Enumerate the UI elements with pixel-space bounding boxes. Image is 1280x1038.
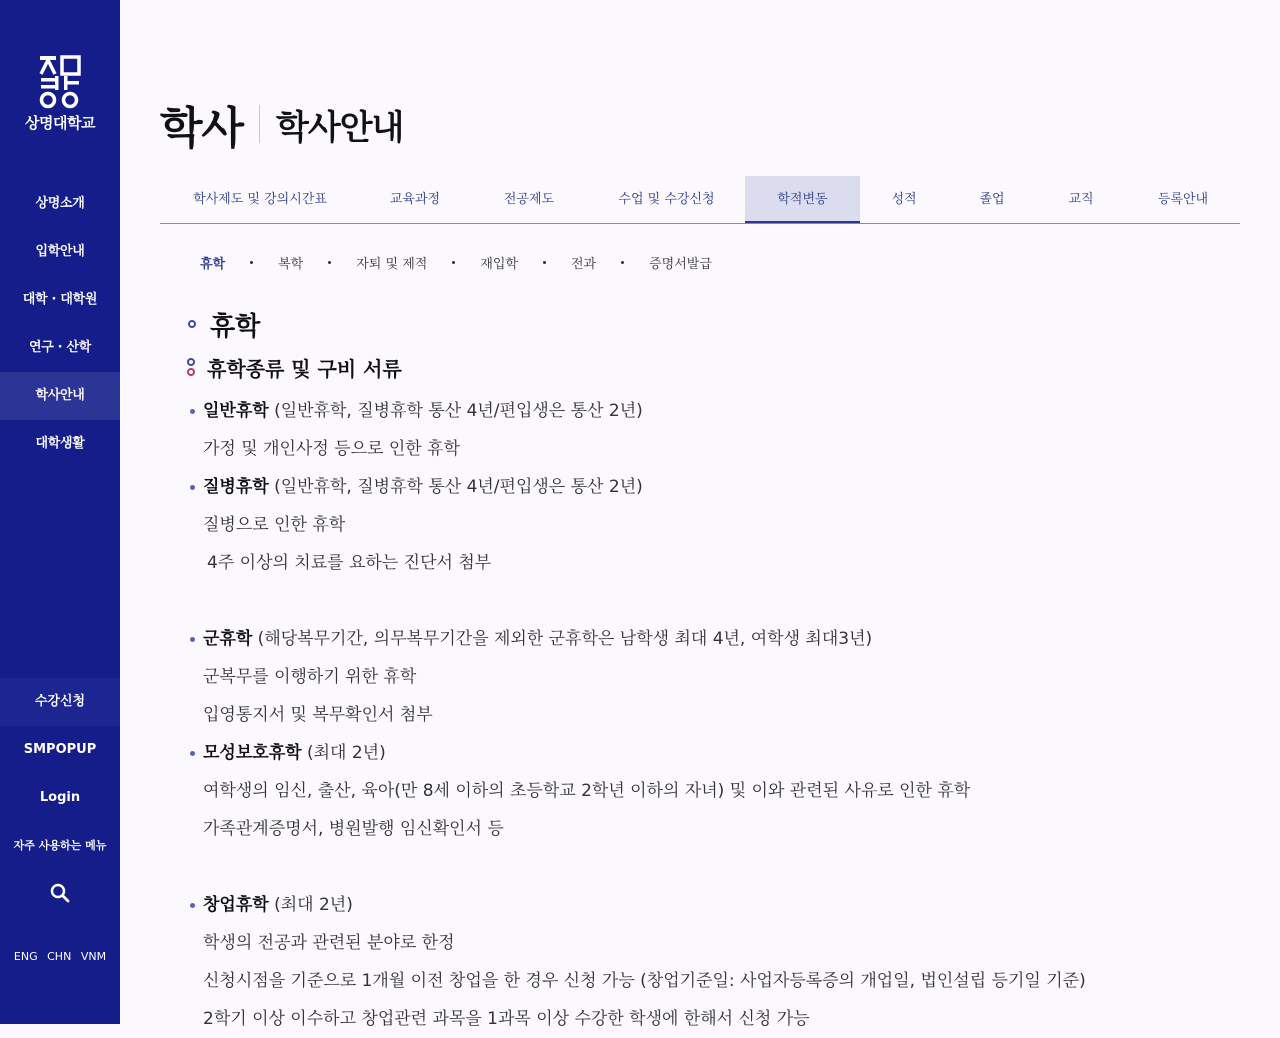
item-detail: 신청시점을 기준으로 1개월 이전 창업을 한 경우 신청 가능 (창업기준일: 사업자등록증의 개업일, 법인설립 등기일 기준) bbox=[203, 971, 1086, 991]
item-detail: 2학기 이상 이수하고 창업관련 과목을 1과목 이상 수강한 학생에 한해서 신청 가능 bbox=[203, 1009, 810, 1029]
item-name: 모성보호휴학 bbox=[203, 743, 302, 763]
tab-teaching[interactable]: 교직 bbox=[1068, 192, 1094, 207]
course-registration-link[interactable]: 수강신청 bbox=[0, 678, 120, 726]
list-item bbox=[186, 620, 1226, 658]
item-name: 창업휴학 bbox=[203, 895, 269, 915]
main-nav bbox=[0, 180, 120, 468]
subtab-leave[interactable]: 휴학 bbox=[200, 257, 226, 272]
subsection-title: 휴학종류 및 구비 서류 bbox=[207, 356, 402, 381]
separator-dot bbox=[621, 261, 624, 264]
page-title: 학사 bbox=[160, 103, 244, 154]
double-ring-bullet-icon bbox=[187, 357, 195, 377]
item-note: (최대 2년) bbox=[268, 895, 353, 915]
subsection-heading bbox=[186, 346, 1226, 388]
item-detail: 군복무를 이행하기 위한 휴학 bbox=[203, 667, 417, 687]
tab-major-system[interactable]: 전공제도 bbox=[503, 192, 555, 207]
article bbox=[186, 302, 1226, 1038]
nav-item-admission[interactable]: 입학안내 bbox=[35, 244, 85, 259]
page-heading bbox=[160, 92, 403, 156]
page-subtitle: 학사안내 bbox=[276, 107, 404, 148]
tab-curriculum[interactable]: 교육과정 bbox=[389, 192, 441, 207]
separator-dot bbox=[543, 261, 546, 264]
item-detail: 질병으로 인한 휴학 bbox=[203, 515, 346, 535]
title-divider bbox=[259, 105, 260, 143]
item-detail: 4주 이상의 치료를 요하는 진단서 첨부 bbox=[207, 553, 492, 573]
lang-vnm[interactable]: VNM bbox=[80, 950, 107, 963]
item-name: 질병휴학 bbox=[203, 477, 269, 497]
frequent-menu-link[interactable]: 자주 사용하는 메뉴 bbox=[13, 839, 107, 852]
subtab-readmission[interactable]: 재입학 bbox=[480, 257, 518, 272]
list-item bbox=[186, 886, 1226, 924]
nav-item-colleges[interactable]: 대학 · 대학원 bbox=[22, 292, 98, 307]
separator-dot bbox=[328, 261, 331, 264]
item-note: (일반휴학, 질병휴학 통산 4년/편입생은 통산 2년) bbox=[268, 401, 643, 421]
tab-registration[interactable]: 등록안내 bbox=[1157, 192, 1209, 207]
separator-dot bbox=[250, 261, 253, 264]
nav-item-about[interactable]: 상명소개 bbox=[35, 196, 85, 211]
tab-graduation[interactable]: 졸업 bbox=[979, 192, 1005, 207]
list-item bbox=[186, 734, 1226, 772]
item-detail: 가족관계증명서, 병원발행 임신확인서 등 bbox=[203, 819, 504, 839]
sub-tabs bbox=[200, 253, 712, 272]
tab-classes[interactable]: 수업 및 수강신청 bbox=[618, 192, 715, 207]
tab-status-change[interactable]: 학적변동 bbox=[745, 176, 860, 223]
item-note: (최대 2년) bbox=[301, 743, 386, 763]
login-link[interactable]: Login bbox=[39, 790, 81, 805]
nav-item-academics[interactable]: 학사안내 bbox=[0, 372, 120, 420]
item-note: (해당복무기간, 의무복무기간을 제외한 군휴학은 남학생 최대 4년, 여학생 최대3년) bbox=[252, 629, 873, 649]
item-detail: 입영통지서 및 복무확인서 첨부 bbox=[203, 705, 433, 725]
logo-text: 상명대학교 bbox=[25, 114, 95, 132]
item-detail: 가정 및 개인사정 등으로 인한 휴학 bbox=[203, 439, 460, 459]
subtab-certificates[interactable]: 증명서발급 bbox=[649, 257, 712, 272]
item-name: 군휴학 bbox=[203, 629, 253, 649]
smpopup-link[interactable]: SMPOPUP bbox=[23, 742, 97, 757]
separator-dot bbox=[452, 261, 455, 264]
search-icon[interactable] bbox=[49, 882, 71, 904]
list-item bbox=[186, 392, 1226, 430]
lang-chn[interactable]: CHN bbox=[47, 950, 72, 963]
university-logo[interactable] bbox=[0, 54, 120, 133]
item-detail: 여학생의 임신, 출산, 육아(만 8세 이하의 초등학교 2학년 이하의 자녀) 및 이와 관련된 사유로 인한 휴학 bbox=[203, 781, 971, 801]
logo-mark-icon bbox=[38, 54, 82, 110]
subtab-transfer[interactable]: 전과 bbox=[571, 257, 597, 272]
item-detail: 학생의 전공과 관련된 분야로 한정 bbox=[203, 933, 455, 953]
sidebar bbox=[0, 0, 120, 1024]
nav-item-campus-life[interactable]: 대학생활 bbox=[35, 436, 85, 451]
subtab-return[interactable]: 복학 bbox=[278, 257, 304, 272]
main-content bbox=[160, 0, 1240, 1029]
item-note: (일반휴학, 질병휴학 통산 4년/편입생은 통산 2년) bbox=[268, 477, 643, 497]
section-heading bbox=[186, 302, 1226, 346]
subtab-withdrawal[interactable]: 자퇴 및 제적 bbox=[356, 257, 428, 272]
spacer bbox=[186, 848, 1226, 886]
utility-menu bbox=[0, 678, 120, 870]
tab-grades[interactable]: 성적 bbox=[891, 192, 917, 207]
ring-bullet-icon bbox=[188, 320, 196, 328]
language-selector bbox=[0, 950, 120, 963]
lang-eng[interactable]: ENG bbox=[13, 950, 38, 963]
tab-academic-system[interactable]: 학사제도 및 강의시간표 bbox=[193, 192, 327, 207]
spacer bbox=[186, 582, 1226, 620]
list-item bbox=[186, 468, 1226, 506]
section-title: 휴학 bbox=[210, 311, 261, 342]
section-tabs bbox=[160, 176, 1240, 224]
item-name: 일반휴학 bbox=[203, 401, 269, 421]
nav-item-research[interactable]: 연구 · 산학 bbox=[28, 340, 92, 355]
